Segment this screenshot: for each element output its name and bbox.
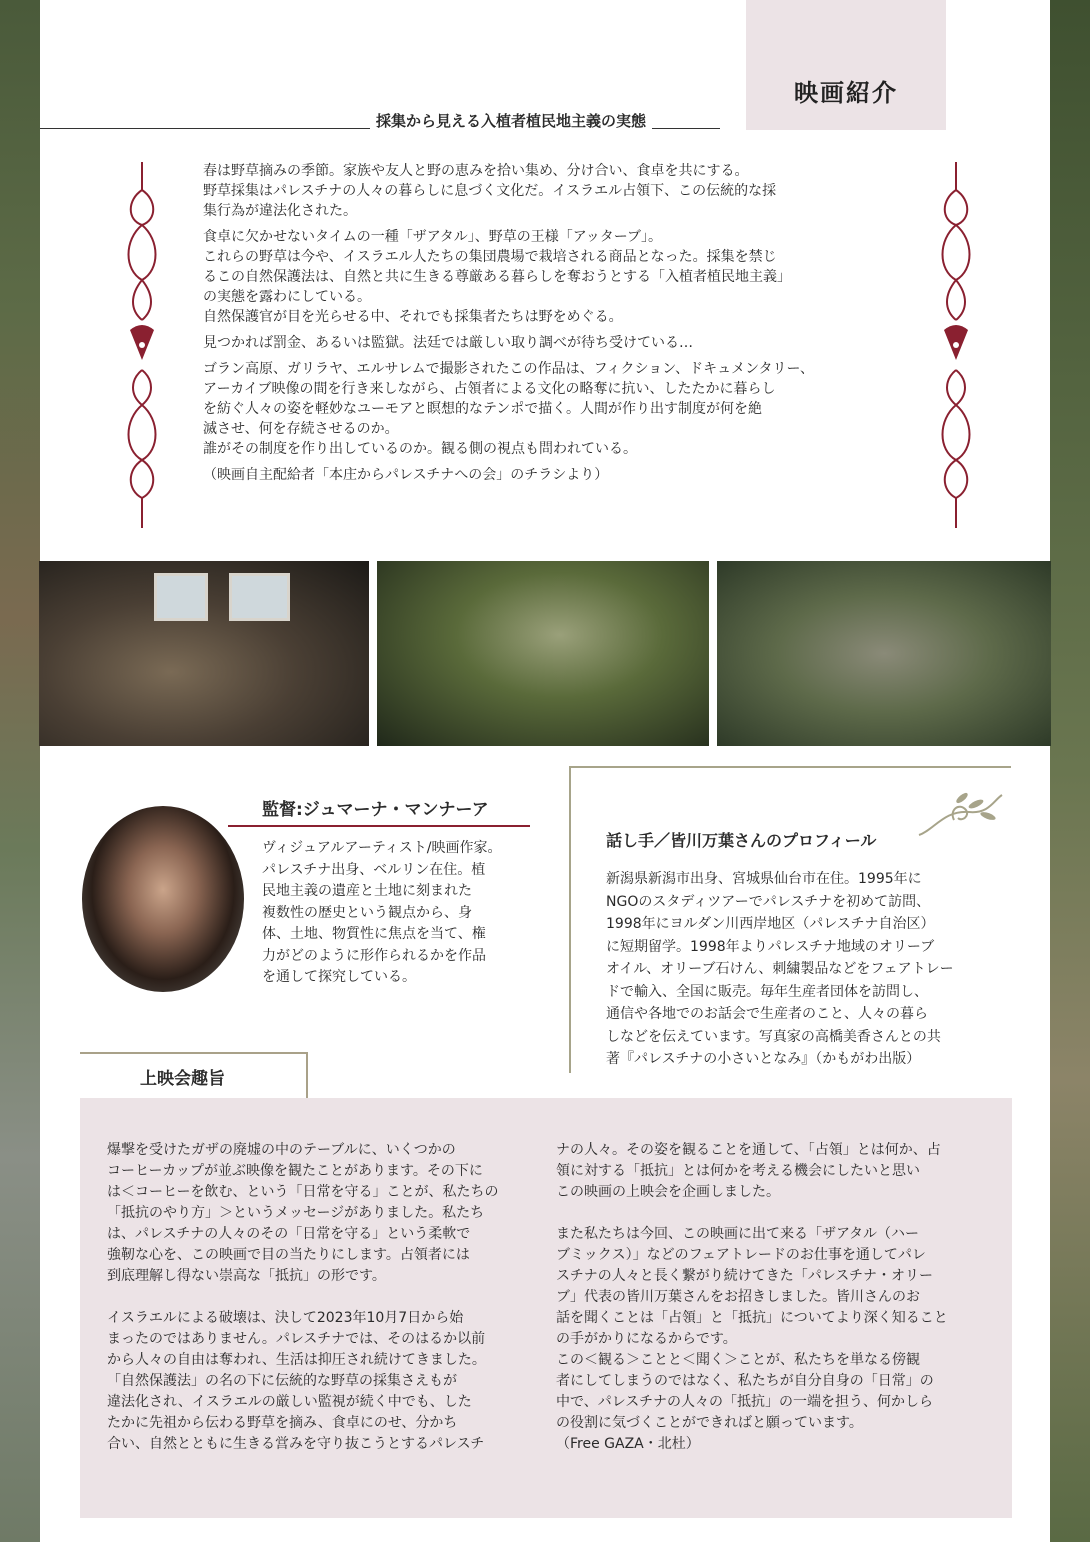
- left-botanical-border: [0, 0, 40, 1542]
- purpose-paragraph: ナの人々。その姿を観ることを通して、「占領」とは何か、占 領に対する「抵抗」とは何かを考える機会にしたいと思い この映画の上映会を企画しました。: [556, 1142, 941, 1200]
- director-name: 監督:ジュマーナ・マンナーア: [262, 800, 489, 820]
- screening-purpose-tab: [80, 1052, 308, 1098]
- film-still-aerial-landscape: [717, 561, 1051, 746]
- intro-paragraph: 春は野草摘みの季節。家族や友人と野の恵みを拾い集め、分け合い、食卓を共にする。 野草採集はパレスチナの人々の暮らしに息づく文化だ。イスラエル占領下、この伝統的な採 集行為が違法化された。: [203, 163, 777, 219]
- still-window: [154, 573, 208, 621]
- purpose-column-left: [107, 1140, 547, 1476]
- screening-purpose-label: 上映会趣旨: [140, 1068, 225, 1089]
- director-bio: ヴィジュアルアーティスト/映画作家。 パレスチナ出身、ベルリン在住。植 民地主義の遺産と土地に刻まれた 複数性の歴史という観点から、身 体、土地、物質性に焦点を当て、権 力がどのように形作られるかを作品 を通して探究している。: [262, 840, 502, 985]
- purpose-paragraph: イスラエルによる破壊は、決して2023年10月7日から始 まったのではありません。パレスチナでは、そのはるか以前 から人々の自由は奪われ、生活は抑圧され続けてきました。 「自然保護法」の名の下に伝統的な野草の採集さえもが 違法化され、イスラエルの厳しい監視が続く中でも、した たかに先祖から伝わる野草を摘み、食卓にのせ、分かち 合い、自然とともに生きる営みを守り抜こうとするパレスチ: [107, 1310, 486, 1452]
- film-still-wild-herbs: [377, 561, 709, 746]
- intro-paragraph: 見つかれば罰金、あるいは監獄。法廷では厳しい取り調べが待ち受けている…: [203, 335, 693, 351]
- film-introduction: [203, 161, 893, 491]
- intro-source: （映画自主配給者「本庄からパレスチナへの会」のチラシより）: [203, 467, 609, 483]
- left-scroll-ornament-icon: [122, 160, 162, 530]
- director-portrait: [82, 806, 244, 992]
- right-botanical-border: [1050, 0, 1090, 1542]
- intro-paragraph: ゴラン高原、ガリラヤ、エルサレムで撮影されたこの作品は、フィクション、ドキュメンタリー、 アーカイブ映像の間を行き来しながら、占領者による文化の略奪に抗い、したたかに暮らし を紡ぐ人々の姿を軽妙なユーモアと瞑想的なテンポで描く。人間が作り出す制度が何を絶 滅させ、何を存続させるのか。 誰がその制度を作り出しているのか。観る側の視点も問われている。: [203, 361, 814, 457]
- right-scroll-ornament-icon: [936, 160, 976, 530]
- vine-ornament-icon: [914, 790, 1004, 840]
- speaker-title: 話し手／皆川万葉さんのプロフィール: [606, 831, 877, 850]
- purpose-paragraph: 爆撃を受けたガザの廃墟の中のテーブルに、いくつかの コーヒーカップが並ぶ映像を観たことがあります。その下に は＜コーヒーを飲む、という「日常を守る」ことが、私たちの 「抵抗のやり方」＞というメッセージがありました。私たち は、パレスチナの人々のその「日常を守る」という柔軟で 強靭な心を、この映画で目の当たりにします。占領者には 到底理解し得ない崇高な「抵抗」の形です。: [107, 1142, 499, 1284]
- section-label-tab: [746, 0, 946, 130]
- purpose-paragraph: また私たちは今回、この映画に出て来る「ザアタル（ハー ブミックス）」などのフェアトレードのお仕事を通してパレ スチナの人々と長く繋がり続けてきた「パレスチナ・オリー ブ」代表の皆川万葉さんをお招きしました。皆川さんのお 話を聞くことは「占領」と「抵抗」についてより深く知ること の手がかりになるからです。 この＜観る＞ことと＜聞く＞ことが、私たちを単なる傍観 者にしてしまうのではなく、私たちが自分自身の「日常」の 中で、パレスチナの人々の「抵抗」の一端を担う、何かしら の役割に気づくことができればと願っています。 （Free GAZA・北杜）: [556, 1226, 948, 1452]
- subtitle: 採集から見える入植者植民地主義の実態: [370, 110, 652, 131]
- director-rule: [228, 825, 530, 827]
- section-label: 映画紹介: [794, 79, 898, 107]
- still-window: [229, 573, 290, 621]
- intro-paragraph: 食卓に欠かせないタイムの一種「ザアタル」、野草の王様「アッターブ」。 これらの野草は今や、イスラエル人たちの集団農場で栽培される商品となった。採集を禁じ るこの自然保護法は、自然と共に生きる尊厳ある暮らしを奪おうとする「入植者植民地主義」 の実態を露わにしている。 自然保護官が目を光らせる中、それでも採集者たちは野をめぐる。: [203, 229, 791, 325]
- speaker-bio: 新潟県新潟市出身、宮城県仙台市在住。1995年に NGOのスタディツアーでパレスチナを初めて訪問、 1998年にヨルダン川西岸地区（パレスチナ自治区） に短期留学。1998年よりパレスチナ地域のオリーブ オイル、オリーブ石けん、刺繍製品などをフェアトレー ドで輸入、全国に販売。毎年生産者団体を訪問し、 通信や各地でのお話会で生産者のこと、人々の暮ら しなどを伝えています。写真家の高橋美香さんとの共 著『パレスチナの小さいとなみ』（かもがわ出版）: [606, 871, 954, 1067]
- purpose-column-right: [556, 1140, 996, 1476]
- film-still-kitchen: [39, 561, 369, 746]
